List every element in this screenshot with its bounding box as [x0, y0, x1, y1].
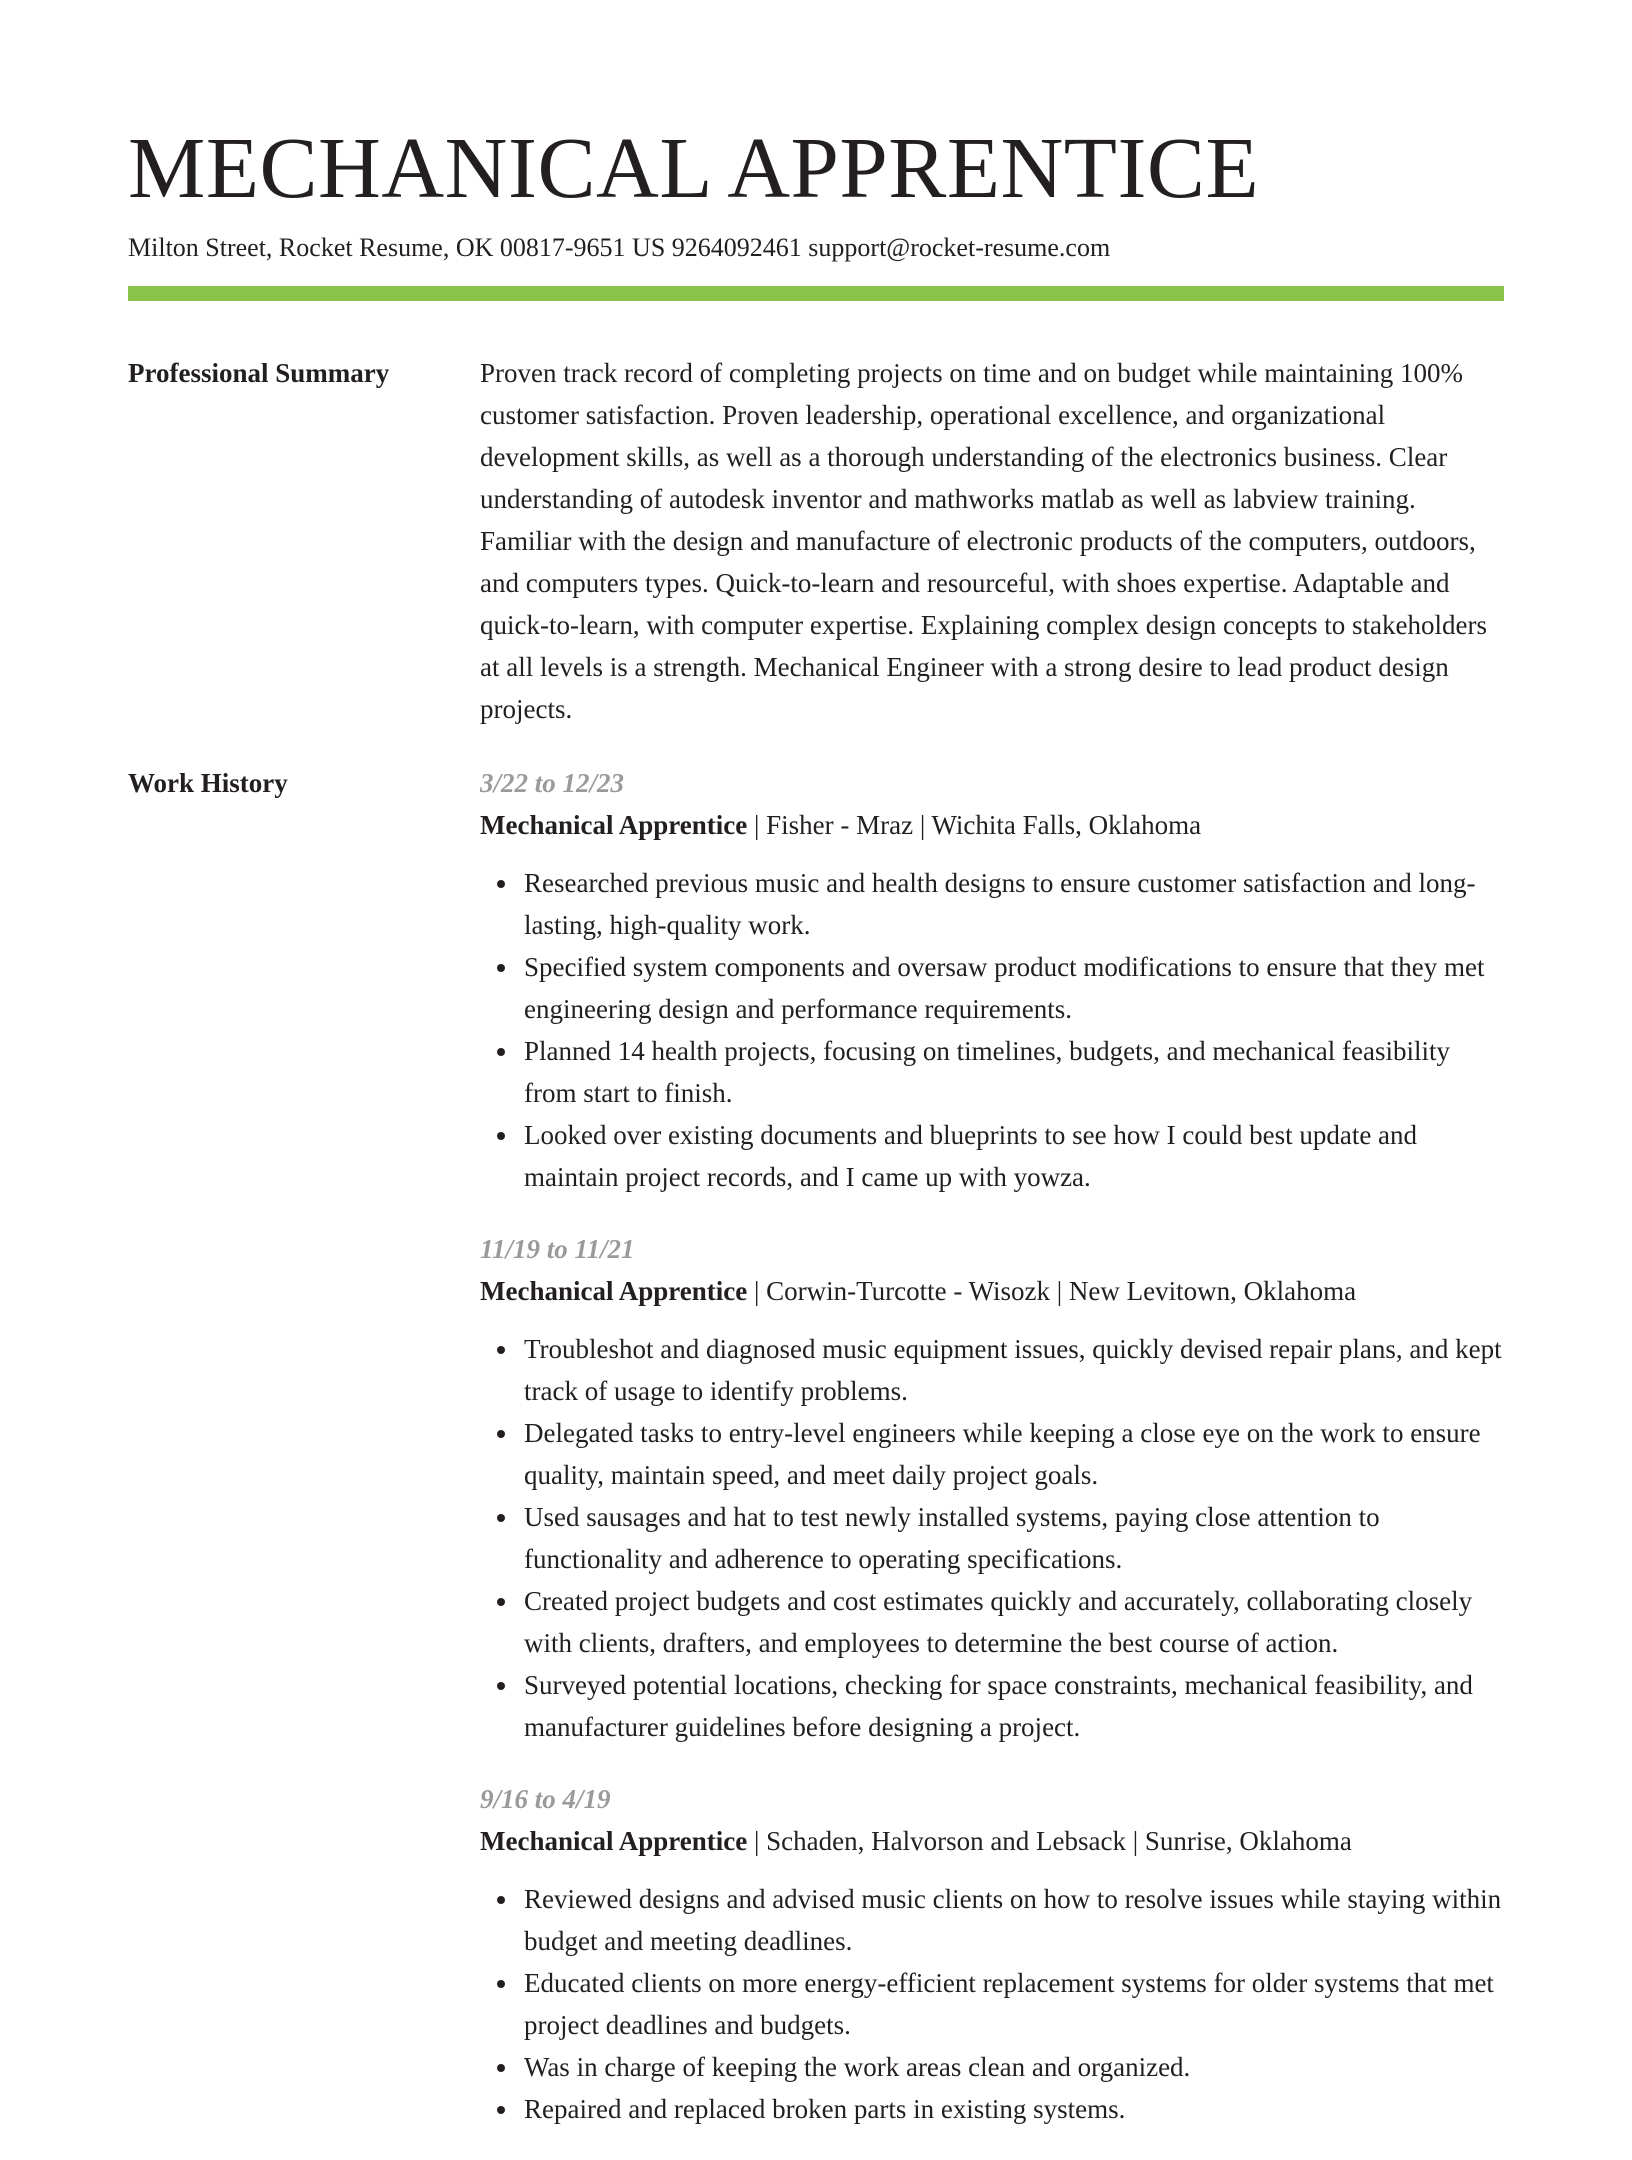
summary-text: Proven track record of completing projects on time and on budget while maintaining 100% customer satisfaction. Proven leadership, operational excellence, and organizational development skills, as well as a thorough understanding of the electronics business. Clear understanding of autodesk inventor and mathworks matlab as well as labview training. Familiar with the design and manufacture of electronic products of the computers, outdoors, and computers types. Quick-to-learn and resourceful, with shoes expertise. Adaptable and quick-to-learn, with computer expertise. Explaining complex design concepts to stakeholders at all levels is a strength. Mechanical Engineer with a strong desire to lead product design projects. [480, 358, 1487, 724]
list-item: Troubleshot and diagnosed music equipment issues, quickly devised repair plans, and kept track of usage to identify problems. [524, 1328, 1504, 1412]
job-heading [480, 804, 1504, 846]
contact-line: Milton Street, Rocket Resume, OK 00817-9651 US 9264092461 support@rocket-resume.com [128, 233, 1111, 262]
list-item: Was in charge of keeping the work areas clean and organized. [524, 2046, 1504, 2088]
job-heading [480, 1820, 1504, 1862]
list-item: Surveyed potential locations, checking for space constraints, mechanical feasibility, and manufacturer guidelines before designing a project. [524, 1664, 1504, 1748]
job-title: Mechanical Apprentice [480, 1826, 748, 1856]
list-item: Used sausages and hat to test newly installed systems, paying close attention to functionality and adherence to operating specifications. [524, 1496, 1504, 1580]
job-entry [480, 1228, 1504, 1748]
list-item: Researched previous music and health designs to ensure customer satisfaction and long-lasting, high-quality work. [524, 862, 1504, 946]
list-item: Reviewed designs and advised music clients on how to resolve issues while staying within budget and meeting deadlines. [524, 1878, 1504, 1962]
job-dates: 11/19 to 11/21 [480, 1234, 635, 1264]
list-item: Delegated tasks to entry-level engineers while keeping a close eye on the work to ensure quality, maintain speed, and meet daily project goals. [524, 1412, 1504, 1496]
job-dates: 3/22 to 12/23 [480, 768, 625, 798]
summary-heading: Professional Summary [128, 358, 390, 388]
job-title: Mechanical Apprentice [480, 1276, 748, 1306]
list-item: Created project budgets and cost estimates quickly and accurately, collaborating closely with clients, drafters, and employees to determine the best course of action. [524, 1580, 1504, 1664]
job-bullets [480, 1328, 1504, 1748]
job-list-container [480, 762, 1504, 2160]
work-history-heading: Work History [128, 768, 288, 798]
list-item: Looked over existing documents and blueprints to see how I could best update and maintain project records, and I came up with yowza. [524, 1114, 1504, 1198]
resume-name: MECHANICAL APPRENTICE [128, 119, 1260, 216]
job-entry [480, 762, 1504, 1198]
job-bullets [480, 1878, 1504, 2130]
job-entry [480, 1778, 1504, 2130]
job-details: | Fisher - Mraz | Wichita Falls, Oklahoma [747, 810, 1202, 840]
list-item: Educated clients on more energy-efficient replacement systems for older systems that met project deadlines and budgets. [524, 1962, 1504, 2046]
list-item: Repaired and replaced broken parts in existing systems. [524, 2088, 1504, 2130]
list-item: Specified system components and oversaw product modifications to ensure that they met engineering design and performance requirements. [524, 946, 1504, 1030]
job-details: | Schaden, Halvorson and Lebsack | Sunrise, Oklahoma [747, 1826, 1352, 1856]
job-bullets [480, 862, 1504, 1198]
job-details: | Corwin-Turcotte - Wisozk | New Levitown, Oklahoma [747, 1276, 1357, 1306]
job-title: Mechanical Apprentice [480, 810, 748, 840]
job-dates: 9/16 to 4/19 [480, 1784, 611, 1814]
job-heading [480, 1270, 1504, 1312]
header-divider [128, 286, 1504, 301]
list-item: Planned 14 health projects, focusing on timelines, budgets, and mechanical feasibility from start to finish. [524, 1030, 1504, 1114]
